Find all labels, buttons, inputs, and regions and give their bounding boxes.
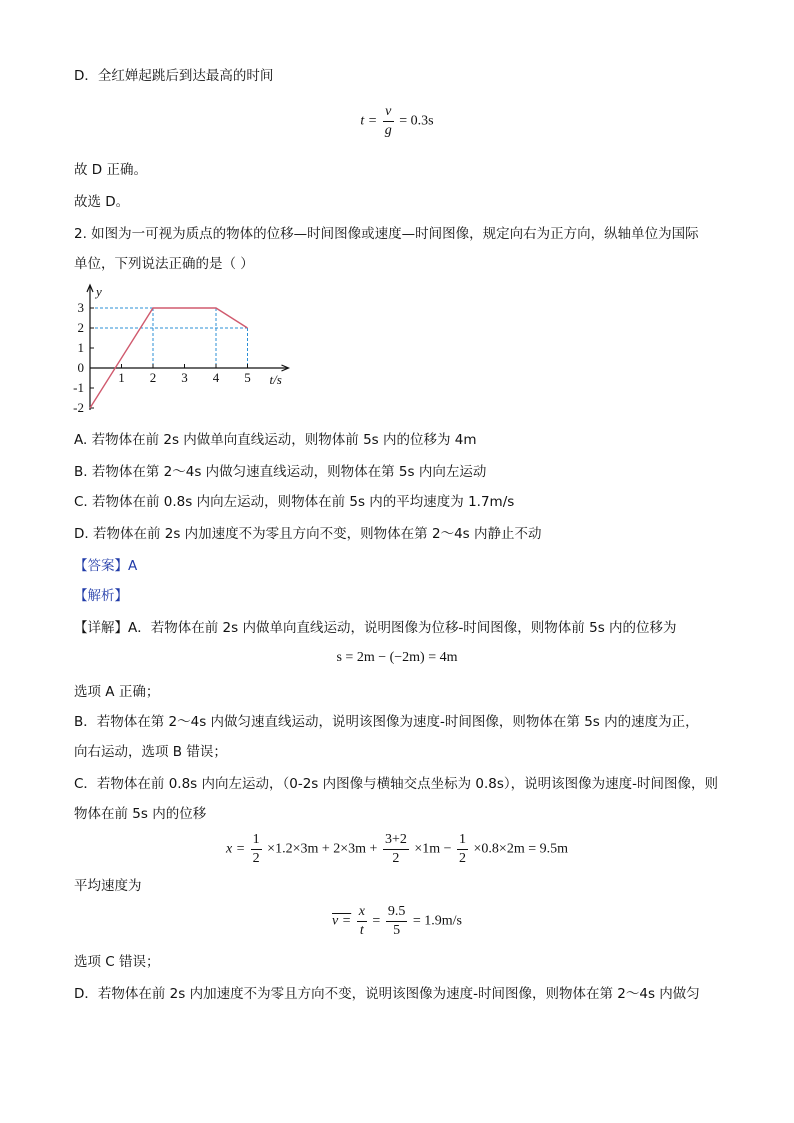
x-tick-label: 3 bbox=[181, 370, 188, 385]
eq-x-frac-3 bbox=[457, 832, 468, 867]
eq-v-f2-den: 5 bbox=[386, 921, 408, 939]
eq-x-term-2: ×1m − bbox=[414, 841, 452, 857]
eq-x-f1-num: 1 bbox=[252, 832, 260, 847]
answer-label: 【答案】A bbox=[74, 558, 138, 574]
eq-time-lhs: t = bbox=[360, 113, 378, 129]
series-polyline bbox=[90, 308, 248, 408]
option-a: A. 若物体在前 2s 内做单向直线运动，则物体前 5s 内的位移为 4m bbox=[74, 432, 477, 448]
eq-x-f3-num: 1 bbox=[459, 832, 467, 847]
eq-x-term-1: ×1.2×3m + 2×3m + bbox=[267, 841, 378, 857]
detail-c-line-1: C．若物体在前 0.8s 内向左运动，（0-2s 内图像与横轴交点坐标为 0.8s），说明该图像为速度-时间图像，则 bbox=[74, 776, 719, 792]
eq-v-frac-2 bbox=[386, 904, 408, 939]
equation-time bbox=[0, 104, 794, 139]
eq-v-lhs: v = bbox=[332, 913, 352, 929]
detail-c-line-2: 物体在前 5s 内的位移 bbox=[74, 806, 207, 822]
eq-x-frac-1 bbox=[251, 832, 262, 867]
eq-x-f2-num: 3+2 bbox=[384, 832, 407, 847]
detail-c-result: 选项 C 错误； bbox=[74, 954, 160, 970]
y-tick-label: -2 bbox=[73, 400, 84, 415]
answer-choice: 故选 D。 bbox=[74, 194, 130, 210]
detail-a-result: 选项 A 正确； bbox=[74, 684, 160, 700]
axes bbox=[87, 285, 289, 410]
equation-displacement-s: s = 2m − (−2m) = 4m bbox=[336, 650, 458, 665]
part-d-conclusion: 故 D 正确。 bbox=[74, 162, 147, 178]
eq-x-frac-2 bbox=[383, 832, 409, 867]
detail-b-line-2: 向右运动，选项 B 错误； bbox=[74, 744, 227, 760]
guide-lines bbox=[90, 308, 248, 368]
eq-x-f2-den: 2 bbox=[383, 849, 409, 867]
eq-time-rhs: = 0.3s bbox=[399, 113, 434, 129]
equation-average-velocity bbox=[0, 904, 794, 939]
question-line-1: 2. 如图为一可视为质点的物体的位移—时间图像或速度—时间图像，规定向右为正方向，纵轴单位为国际 bbox=[74, 226, 699, 242]
eq-x-f1-den: 2 bbox=[252, 851, 260, 866]
x-axis-label: t/s bbox=[269, 372, 282, 387]
eq-v-equals: = bbox=[372, 913, 381, 929]
y-tick-label: 1 bbox=[77, 340, 84, 355]
eq-v-rhs: = 1.9m/s bbox=[412, 913, 462, 929]
eq-time-num: v bbox=[385, 104, 392, 119]
x-tick-label: 1 bbox=[118, 370, 125, 385]
equation-displacement-x bbox=[0, 832, 794, 867]
x-tick-label: 4 bbox=[212, 370, 220, 385]
part-d-intro: D．全红婵起跳后到达最高的时间 bbox=[74, 68, 274, 84]
eq-v-frac-1 bbox=[357, 904, 367, 939]
eq-time-den: g bbox=[384, 123, 392, 138]
y-axis-label: y bbox=[96, 284, 102, 299]
y-tick-label: 3 bbox=[77, 300, 84, 315]
detail-a-line: 【详解】A．若物体在前 2s 内做单向直线运动，说明图像为位移-时间图像，则物体前 5s 内的位移为 bbox=[74, 620, 677, 636]
eq-v-f1-num: x bbox=[358, 904, 365, 919]
eq-x-term-3: ×0.8×2m = 9.5m bbox=[473, 841, 568, 857]
analysis-label: 【解析】 bbox=[74, 588, 128, 604]
motion-graph bbox=[60, 280, 310, 420]
average-velocity-label: 平均速度为 bbox=[74, 878, 142, 894]
option-c: C. 若物体在前 0.8s 内向左运动，则物体在前 5s 内的平均速度为 1.7m/s bbox=[74, 494, 515, 510]
eq-v-f2-num: 9.5 bbox=[387, 904, 406, 919]
y-tick-label: 0 bbox=[77, 360, 84, 375]
question-line-2: 单位，下列说法正确的是（ ） bbox=[74, 256, 254, 272]
detail-d-line: D．若物体在前 2s 内加速度不为零且方向不变，说明该图像为速度-时间图像，则物体在第 2～4s 内做匀 bbox=[74, 986, 700, 1002]
eq-x-f3-den: 2 bbox=[459, 851, 467, 866]
y-tick-label: 2 bbox=[77, 320, 84, 335]
eq-v-f1-den: t bbox=[357, 921, 367, 939]
x-tick-label: 5 bbox=[244, 370, 251, 385]
tick-labels bbox=[73, 284, 282, 415]
eq-x-lhs: x = bbox=[226, 841, 246, 857]
x-tick-label: 2 bbox=[149, 370, 157, 385]
eq-time-fraction bbox=[383, 104, 394, 139]
option-b: B. 若物体在第 2～4s 内做匀速直线运动，则物体在第 5s 内向左运动 bbox=[74, 464, 487, 480]
detail-b-line-1: B．若物体在第 2～4s 内做匀速直线运动，说明该图像为速度-时间图像，则物体在第 5s 内的速度为正， bbox=[74, 714, 699, 730]
option-d: D. 若物体在前 2s 内加速度不为零且方向不变，则物体在第 2～4s 内静止不动 bbox=[74, 526, 542, 542]
y-tick-label: -1 bbox=[73, 380, 84, 395]
series-line bbox=[90, 308, 248, 408]
